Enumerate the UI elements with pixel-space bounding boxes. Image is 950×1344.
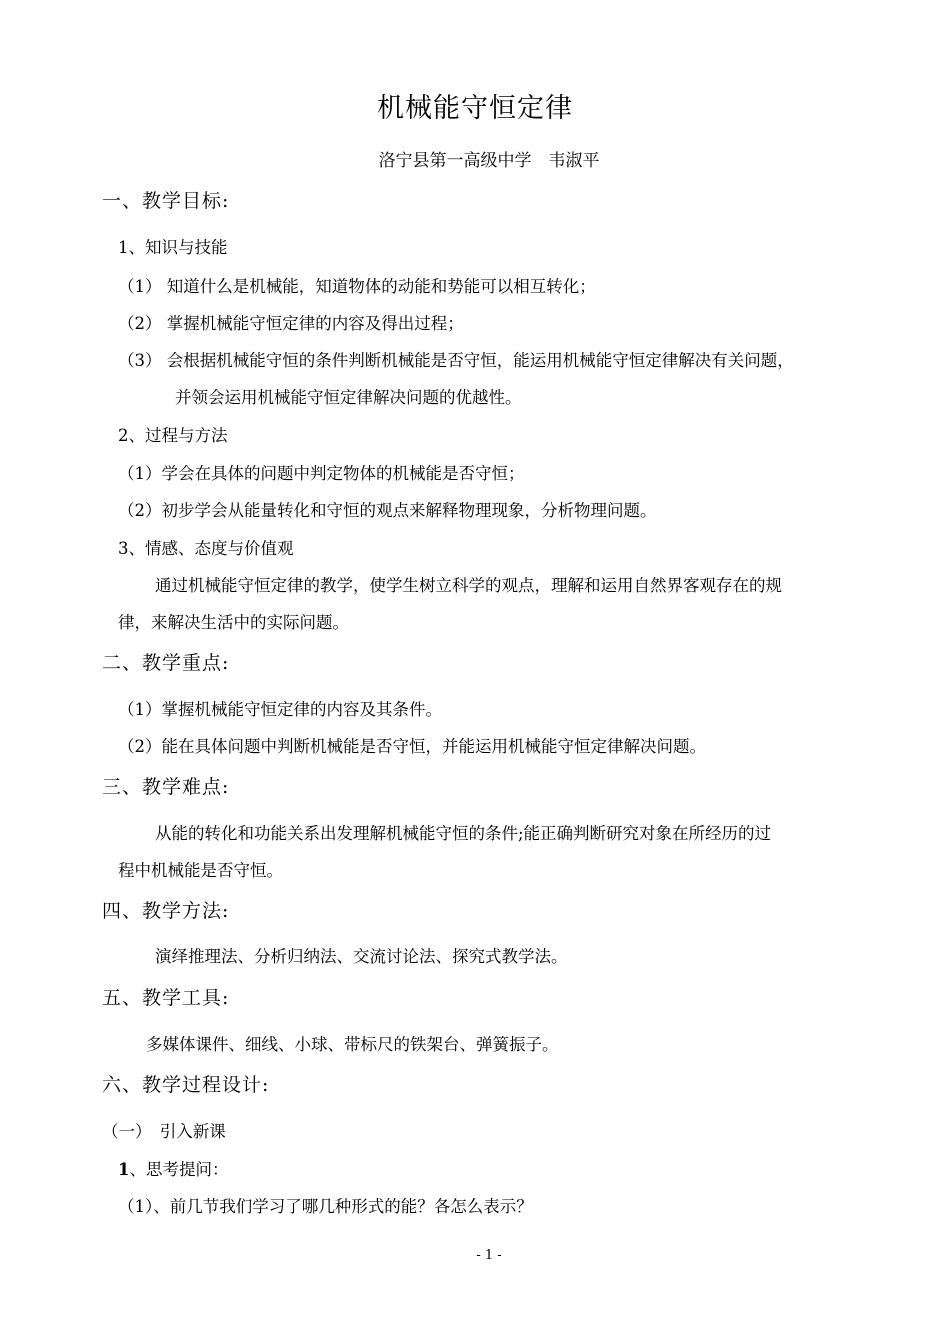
list-item: （1）学会在具体的问题中判定物体的机械能是否守恒；	[118, 464, 525, 483]
list-item: （3） 会根据机械能守恒的条件判断机械能是否守恒，能运用机械能守恒定律解决有关问题，	[118, 351, 794, 370]
paragraph-line: 通过机械能守恒定律的教学，使学生树立科学的观点，理解和运用自然界客观存在的规	[155, 576, 782, 595]
question-number: 1	[118, 1160, 130, 1179]
subheading-values: 3、情感、态度与价值观	[118, 539, 294, 558]
list-item: （1）掌握机械能守恒定律的内容及其条件。	[118, 700, 442, 719]
list-item: （1）、前几节我们学习了哪几种形式的能？各怎么表示？	[118, 1197, 533, 1216]
question-label: 、思考提问：	[129, 1160, 229, 1179]
paragraph-line: 律，来解决生活中的实际问题。	[118, 613, 349, 632]
section-heading-tools: 五、教学工具:	[102, 987, 230, 1009]
author-line: 洛宁县第一高级中学 韦淑平	[378, 151, 600, 171]
section-heading-objectives: 一、教学目标:	[102, 190, 230, 212]
page-number: - 1 -	[476, 1248, 502, 1263]
list-item: （1） 知道什么是机械能，知道物体的动能和势能可以相互转化；	[118, 277, 596, 296]
paragraph-line: 程中机械能是否守恒。	[118, 861, 283, 880]
subheading-process: 2、过程与方法	[118, 426, 228, 445]
paragraph-line: 从能的转化和功能关系出发理解机械能守恒的条件;能正确判断研究对象在所经历的过	[155, 824, 772, 843]
list-item: （2）能在具体问题中判断机械能是否守恒，并能运用机械能守恒定律解决问题。	[118, 737, 706, 756]
section-heading-methods: 四、教学方法:	[102, 900, 230, 922]
question-heading	[118, 1156, 228, 1180]
list-item: （2）初步学会从能量转化和守恒的观点来解释物理现象，分析物理问题。	[118, 501, 657, 520]
subheading-knowledge: 1、知识与技能	[118, 238, 228, 257]
section-heading-difficulties: 三、教学难点:	[102, 776, 230, 798]
document-title: 机械能守恒定律	[377, 93, 573, 124]
section-heading-key-points: 二、教学重点:	[102, 652, 230, 674]
paragraph-line: 多媒体课件、细线、小球、带标尺的铁架台、弹簧振子。	[146, 1035, 559, 1054]
paragraph-line: 演绎推理法、分析归纳法、交流讨论法、探究式教学法。	[155, 947, 568, 966]
list-item: （2） 掌握机械能守恒定律的内容及得出过程；	[118, 314, 464, 333]
list-item-continuation: 并领会运用机械能守恒定律解决问题的优越性。	[175, 388, 522, 407]
subheading-intro: （一） 引入新课	[102, 1122, 226, 1141]
section-heading-process-design: 六、教学过程设计:	[102, 1074, 270, 1096]
